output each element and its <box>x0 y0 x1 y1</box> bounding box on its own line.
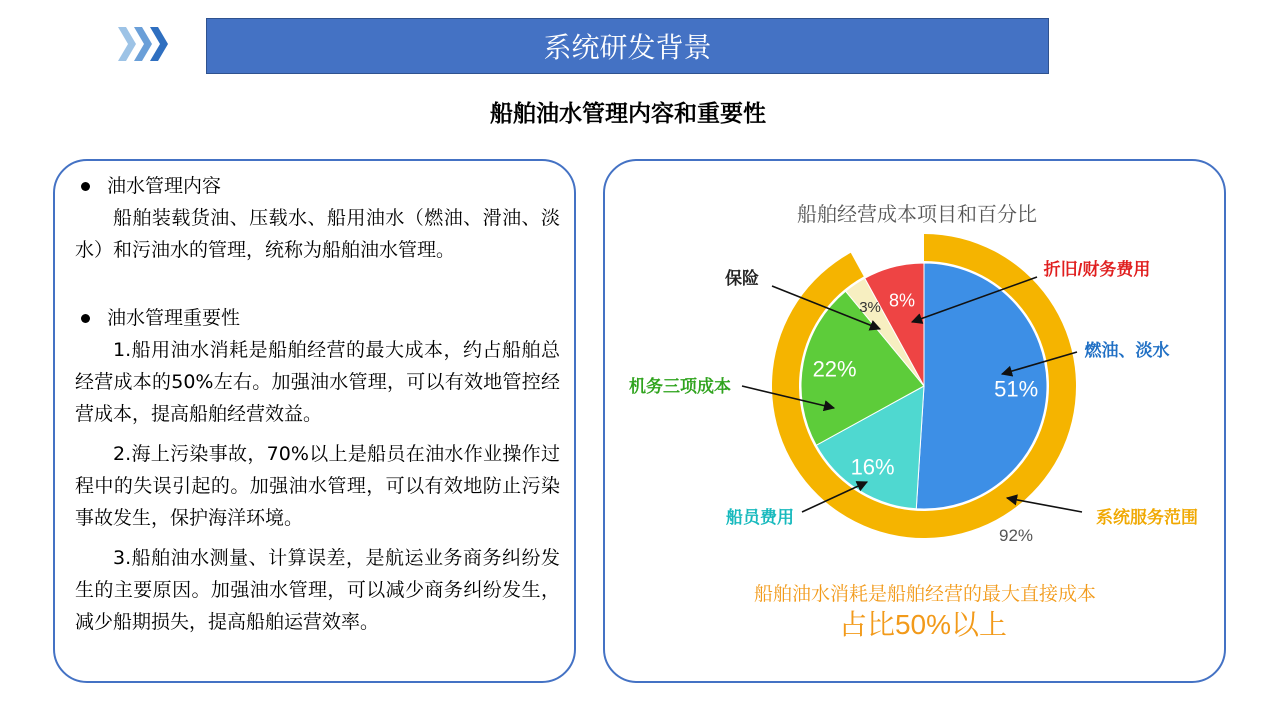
heading-text: 油水管理重要性 <box>107 307 241 329</box>
bullet-dot-icon <box>81 314 90 323</box>
slice-name-label: 折旧/财务费用 <box>1043 260 1151 279</box>
slice-name-label: 燃油、淡水 <box>1084 341 1170 360</box>
importance-item-2: 2.海上污染事故，70%以上是船员在油水作业操作过程中的失误引起的。加强油水管理，可以有效地防止污染事故发生，保护海洋环境。 <box>75 443 560 529</box>
chevron-arrows-icon <box>118 24 170 64</box>
content-paragraph: 船舶装载货油、压载水、船用油水（燃油、滑油、淡水）和污油水的管理，统称为船舶油水管理。 <box>75 207 560 261</box>
slice-name-label: 船员费用 <box>726 508 794 527</box>
slice-percent-label: 16% <box>850 454 895 480</box>
slice-name-label: 保险 <box>725 269 759 288</box>
bullet-heading-importance <box>75 302 560 334</box>
bullet-dot-icon <box>81 182 90 191</box>
page-title-bar <box>206 18 1049 74</box>
cost-pie-chart <box>612 186 1216 648</box>
page-title: 系统研发背景 <box>543 31 712 64</box>
heading-text: 油水管理内容 <box>107 175 222 197</box>
slice-percent-label: 8% <box>888 290 915 311</box>
slice-name-label: 机务三项成本 <box>629 377 731 396</box>
slice-percent-label: 51% <box>994 376 1039 402</box>
ring-name-label: 系统服务范围 <box>1096 508 1198 527</box>
footnote-line-2: 占比50%以上 <box>838 609 1008 640</box>
importance-item-3: 3.船舶油水测量、计算误差，是航运业务商务纠纷发生的主要原因。加强油水管理，可以减少商务纠纷发生，减少船期损失，提高船舶运营效率。 <box>75 547 560 633</box>
footnote-line-1: 船舶油水消耗是船舶经营的最大直接成本 <box>753 584 1097 605</box>
chart-title: 船舶经营成本项目和百分比 <box>797 204 1037 226</box>
slice-percent-label: 22% <box>812 356 857 382</box>
section-subtitle: 船舶油水管理内容和重要性 <box>490 101 766 127</box>
importance-item-1: 1.船用油水消耗是船舶经营的最大成本，约占船舶总经营成本的50%左右。加强油水管理，可以有效地管控经营成本，提高船舶经营效益。 <box>75 339 560 425</box>
text-content <box>75 170 560 638</box>
ring-percent-label: 92% <box>998 526 1034 545</box>
bullet-heading-content <box>75 170 560 202</box>
slice-percent-label: 3% <box>859 298 881 316</box>
